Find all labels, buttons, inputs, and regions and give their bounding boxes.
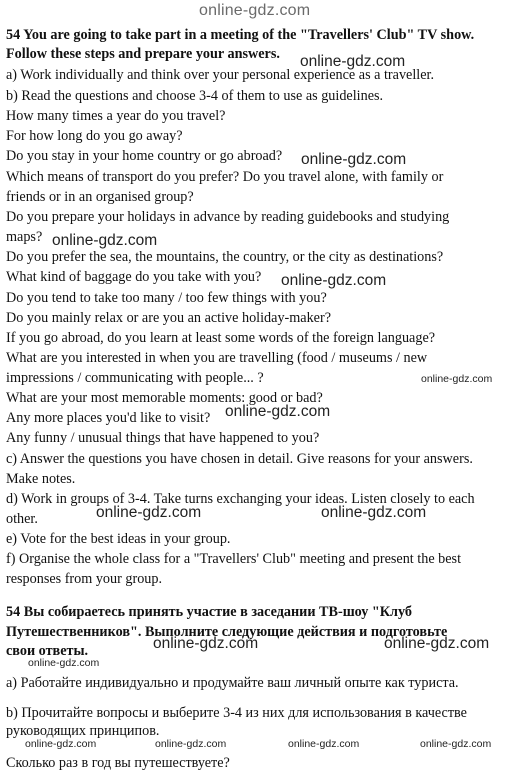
watermark: online-gdz.com	[300, 53, 406, 70]
step-c-line-1: c) Answer the questions you have chosen in detail. Give reasons for your answers.	[6, 451, 473, 467]
header-watermark: online-gdz.com	[199, 2, 311, 19]
question-10: If you go abroad, do you learn at least some words of the foreign language?	[6, 330, 436, 346]
step-f-line-2: responses from your group.	[6, 571, 163, 587]
question-8: Do you tend to take too many / too few things with you?	[6, 290, 327, 306]
watermark: online-gdz.com	[28, 657, 100, 669]
ru-task-title-line-3: свои ответы.	[6, 643, 89, 659]
ru-task-title-line-1: 54 Вы собираетесь принять участие в заседании ТВ-шоу "Клуб	[6, 604, 412, 620]
watermark: online-gdz.com	[420, 738, 492, 750]
question-9: Do you mainly relax or are you an active holiday-maker?	[6, 310, 332, 326]
watermark: online-gdz.com	[301, 151, 407, 168]
task-title-line-2: Follow these steps and prepare your answers.	[6, 46, 280, 62]
step-d-line-1: d) Work in groups of 3-4. Take turns exchanging your ideas. Listen closely to each	[6, 491, 475, 507]
watermark: online-gdz.com	[421, 373, 493, 385]
question-11-line-2: impressions / communicating with people... ?	[6, 370, 264, 386]
step-e: e) Vote for the best ideas in your group.	[6, 531, 231, 547]
ru-step-b-line-1: b) Прочитайте вопросы и выберите 3-4 из них для использования в качестве	[6, 705, 467, 721]
watermark: online-gdz.com	[384, 635, 490, 652]
ru-task-title-line-2: Путешественников". Выполните следующие действия и подготовьте	[6, 624, 448, 640]
watermark: online-gdz.com	[155, 738, 227, 750]
watermark: online-gdz.com	[288, 738, 360, 750]
question-3: Do you stay in your home country or go abroad?	[6, 148, 283, 164]
question-14: Any funny / unusual things that have happened to you?	[6, 430, 320, 446]
question-1: How many times a year do you travel?	[6, 108, 226, 124]
watermark: online-gdz.com	[225, 403, 331, 420]
step-b: b) Read the questions and choose 3-4 of them to use as guidelines.	[6, 88, 384, 104]
question-13: Any more places you'd like to visit?	[6, 410, 211, 426]
ru-question-1: Сколько раз в год вы путешествуете?	[6, 755, 230, 771]
task-title-line-1: 54 You are going to take part in a meeting of the "Travellers' Club" TV show.	[6, 27, 475, 43]
question-5-line-2: maps?	[6, 229, 43, 245]
watermark: online-gdz.com	[25, 738, 97, 750]
watermark: online-gdz.com	[96, 504, 202, 521]
step-a: a) Work individually and think over your personal experience as a traveller.	[6, 67, 435, 83]
question-2: For how long do you go away?	[6, 128, 183, 144]
question-4-line-2: friends or in an organised group?	[6, 189, 194, 205]
ru-step-a: а) Работайте индивидуально и продумайте ваш личный опыте как туриста.	[6, 675, 459, 691]
step-c-line-2: Make notes.	[6, 471, 76, 487]
step-d-line-2: other.	[6, 511, 38, 527]
ru-step-b-line-2: руководящих принципов.	[6, 723, 160, 739]
question-11-line-1: What are you interested in when you are travelling (food / museums / new	[6, 350, 428, 366]
watermark: online-gdz.com	[321, 504, 427, 521]
question-6: Do you prefer the sea, the mountains, the country, or the city as destinations?	[6, 249, 444, 265]
question-12: What are your most memorable moments: good or bad?	[6, 390, 323, 406]
watermark: online-gdz.com	[281, 272, 387, 289]
step-f-line-1: f) Organise the whole class for a "Travellers' Club" meeting and present the best	[6, 551, 462, 567]
question-7: What kind of baggage do you take with you?	[6, 269, 262, 285]
question-4-line-1: Which means of transport do you prefer? Do you travel alone, with family or	[6, 169, 444, 185]
question-5-line-1: Do you prepare your holidays in advance by reading guidebooks and studying	[6, 209, 450, 225]
watermark: online-gdz.com	[153, 635, 259, 652]
watermark: online-gdz.com	[52, 232, 158, 249]
